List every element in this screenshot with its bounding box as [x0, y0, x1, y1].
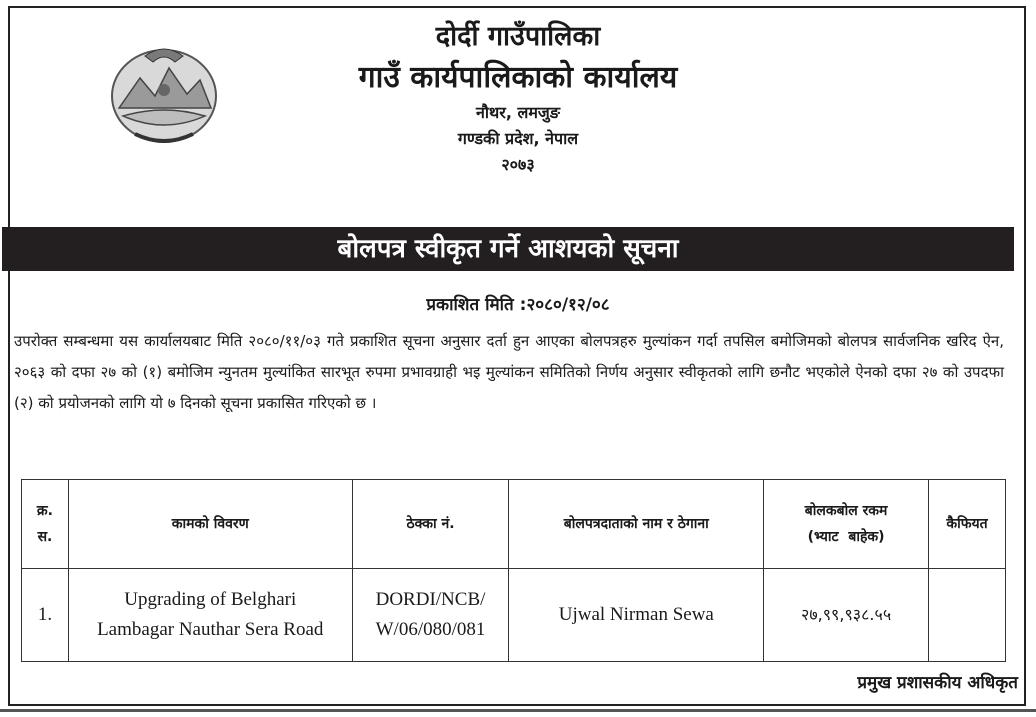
cell-contract-line2: W/06/080/081: [375, 619, 486, 640]
office-address: नौथर, लमजुङ: [476, 103, 560, 122]
cell-contract-line1: DORDI/NCB/: [375, 589, 486, 610]
signatory-title: प्रमुख प्रशासकीय अधिकृत: [857, 673, 1018, 693]
province-country: गण्डकी प्रदेश, नेपाल: [457, 129, 579, 148]
header-bid-amount-line2: (भ्याट बाहेक): [807, 529, 885, 545]
cell-work-description: [68, 569, 352, 662]
publication-date: प्रकाशित मिति :२०८०/१२/०८: [426, 295, 610, 315]
bottom-rule: [0, 709, 1036, 712]
cell-remarks: [929, 569, 1006, 662]
office-name: गाउँ कार्यपालिकाको कार्यालय: [358, 60, 678, 95]
notice-body-paragraph: उपरोक्त सम्बन्धमा यस कार्यालयबाट मिति २०८०/११/०३ गते प्रकाशित सूचना अनुसार दर्ता हुन आएका बोलपत्रहरु मुल्यांकन गर्दा तपसिल बमोजिमको बोलपत्र सार्वजनिक खरिद ऐन, २०६३ को दफा २७ को (१) बमोजिम न्युनतम मुल्यांकित सारभूत रुपमा प्रभावग्राही भइ मुल्यांकन समितिको निर्णय अनुसार स्वीकृतको लागि छनौट भएकोले ऐनको दफा २७ को उपदफा (२) को प्रयोजनको लागि यो ७ दिनको सूचना प्रकासित गरिएको छ ।: [14, 332, 1004, 412]
header-serial: [22, 480, 69, 569]
cell-work-line2: Lambagar Nauthar Sera Road: [97, 619, 324, 640]
header-work-description: कामको विवरण: [68, 480, 352, 569]
cell-bidder: Ujwal Nirman Sewa: [509, 569, 764, 662]
establishment-year: २०७३: [501, 155, 535, 174]
table-row: [22, 569, 1006, 662]
notice-title-banner: बोलपत्र स्वीकृत गर्ने आशयको सूचना: [2, 227, 1014, 271]
cell-contract-number: [352, 569, 509, 662]
office-header: [0, 18, 1036, 178]
header-contract-number: ठेक्का नं.: [352, 480, 509, 569]
cell-serial: 1.: [22, 569, 69, 662]
municipality-name: दोर्दी गाउँपालिका: [435, 21, 601, 52]
header-serial-line2: स.: [37, 529, 53, 545]
header-bid-amount-line1: बोलकबोल रकम: [804, 503, 888, 519]
bid-acceptance-table: [21, 479, 1006, 662]
cell-bid-amount: २७,९९,९३८.५५: [764, 569, 929, 662]
table-header-row: [22, 480, 1006, 569]
header-bidder: बोलपत्रदाताको नाम र ठेगाना: [509, 480, 764, 569]
header-bid-amount: [764, 480, 929, 569]
header-serial-line1: क्र.: [36, 503, 53, 519]
cell-work-line1: Upgrading of Belghari: [124, 589, 297, 610]
header-remarks: कैफियत: [929, 480, 1006, 569]
